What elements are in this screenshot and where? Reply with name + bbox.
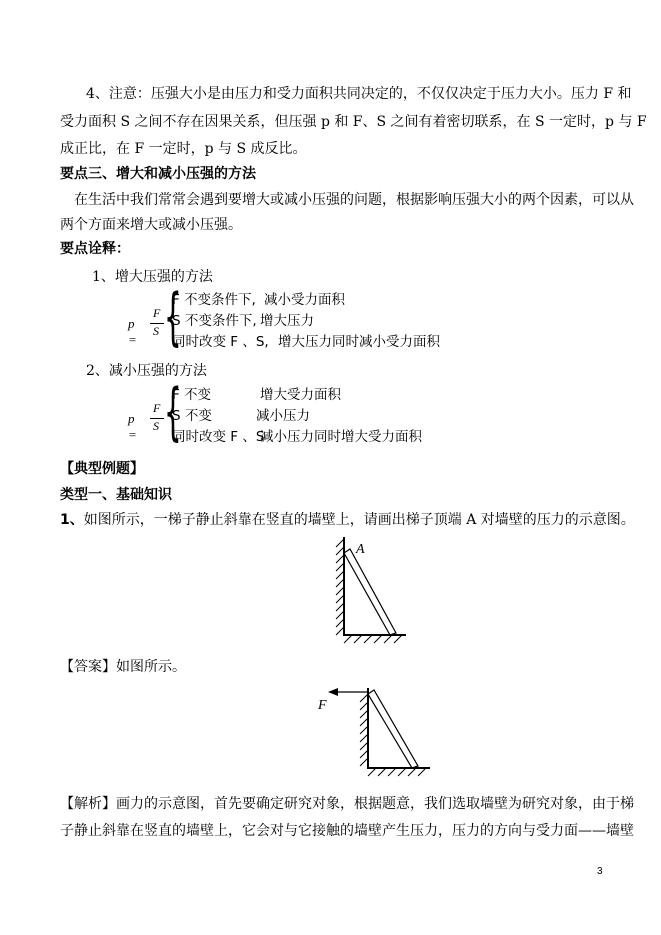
left-brace: { [164, 280, 182, 353]
option-condition: 同时改变 F 、S [172, 429, 265, 445]
increase-pressure-formula [128, 280, 448, 353]
ladder-wall-figure [320, 535, 410, 645]
fraction-numerator: F [153, 401, 161, 415]
fraction-numerator: F [153, 306, 161, 320]
option-action: 增大压力 [260, 313, 314, 329]
fraction-denominator: S [153, 419, 159, 433]
wall-and-floor [368, 688, 430, 768]
option-action: 减小压力同时增大受力面积 [260, 429, 422, 445]
question-1 [60, 511, 635, 529]
explanation-heading: 要点诠释： [60, 241, 130, 257]
left-brace: { [164, 375, 182, 448]
fraction-denominator: S [153, 324, 159, 338]
paragraph-note-line2: 受力面积 S 之间不存在因果关系，但压强 p 和 F、S 之间有着密切联系，在 S 一定时，p 与 F [60, 114, 647, 130]
pressure-symbol: p = [128, 316, 137, 347]
ladder [368, 690, 418, 768]
option-condition: S 不变 [172, 408, 212, 424]
paragraph-note-line3: 成正比，在 F 一定时，p 与 S 成反比。 [60, 141, 307, 157]
decrease-pressure-formula [128, 375, 448, 448]
analysis-line2: 子静止斜靠在竖直的墙壁上，它会对与它接触的墙壁产生压力，压力的方向与受力面——墙壁 [60, 823, 634, 839]
force-arrowhead [328, 688, 338, 696]
point-a-label: A [356, 542, 365, 557]
option-action: 增大压力同时减小受力面积 [278, 334, 440, 350]
option-condition: F 不变 [172, 387, 212, 403]
increase-method-title: 1、增大压强的方法 [92, 269, 213, 285]
answer-line: 【答案】如图所示。 [60, 659, 186, 675]
option-action: 增大受力面积 [260, 387, 341, 403]
decrease-method-title: 2、减小压强的方法 [86, 363, 207, 379]
question-number: 1、 [60, 512, 84, 528]
option-action: 减小压力 [256, 408, 310, 424]
type1-heading: 类型一、基础知识 [60, 487, 172, 503]
intro-line1: 在生活中我们常常会遇到要增大或减小压强的问题，根据影响压强大小的两个因素，可以从 [74, 192, 634, 208]
option-condition: S 不变条件下, [172, 313, 257, 329]
paragraph-note-line1: 4、注意：压强大小是由压力和受力面积共同决定的，不仅仅决定于压力大小。压力 F 和 [86, 86, 632, 102]
wall-and-floor [344, 537, 406, 635]
question-text: 如图所示，一梯子静止斜靠在竖直的墙壁上，请画出梯子顶端 A 对墙壁的压力的示意图。 [83, 512, 635, 528]
force-diagram-figure [312, 680, 432, 780]
option-action: 减小受力面积 [264, 292, 345, 308]
section-heading-increase-decrease: 要点三、增大和减小压强的方法 [60, 166, 256, 182]
pressure-symbol: p = [128, 411, 137, 442]
wall-hatching [336, 539, 402, 643]
page-number: 3 [597, 866, 603, 877]
ladder [344, 549, 396, 635]
option-condition: F 不变条件下, [172, 292, 256, 308]
typical-examples-heading: 【典型例题】 [60, 461, 144, 477]
force-f-label: F [318, 698, 327, 713]
intro-line2: 两个方面来增大或减小压强。 [60, 217, 242, 233]
analysis-line1: 【解析】画力的示意图，首先要确定研究对象，根据题意，我们选取墙壁为研究对象，由于梯 [60, 796, 634, 812]
option-condition: 同时改变 F 、S, [172, 334, 269, 350]
